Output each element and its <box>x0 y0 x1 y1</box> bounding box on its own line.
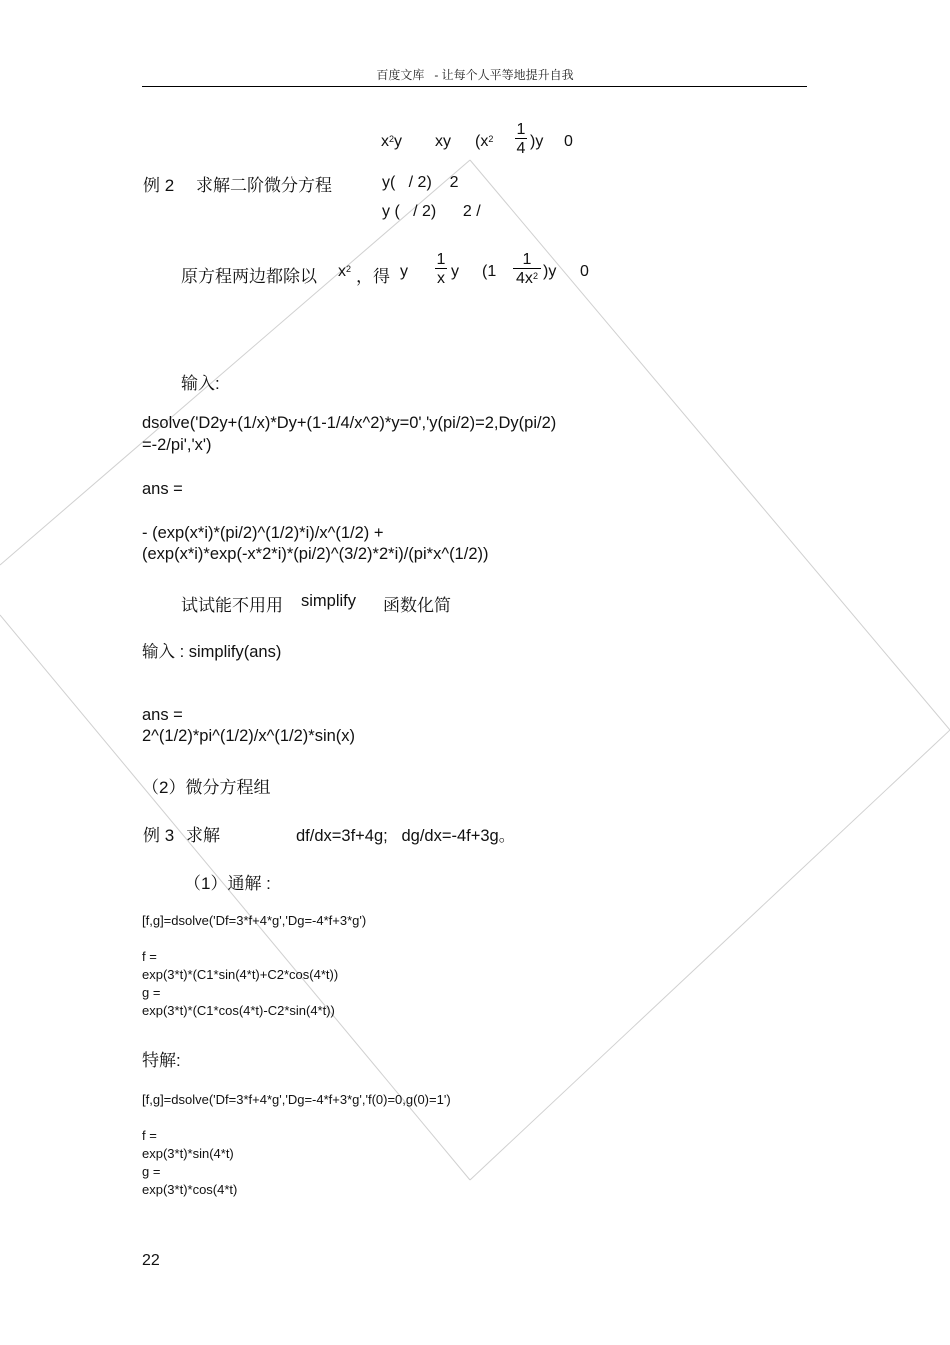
general-g-label: g = <box>142 985 161 1000</box>
transform-zero: 0 <box>580 263 589 280</box>
eq1-fraction: 1 4 <box>516 121 526 157</box>
general-g-value: exp(3*t)*(C1*cos(4*t)-C2*sin(4*t)) <box>142 1003 335 1018</box>
example2-label: 例 2 <box>143 176 175 195</box>
example3-label: 例 3 <box>143 826 175 845</box>
ans1-line2: (exp(x*i)*exp(-x*2*i)*(pi/2)^(3/2)*2*i)/(pi*x^(1/2)) <box>142 545 489 563</box>
particular-g-value: exp(3*t)*cos(4*t) <box>142 1182 238 1197</box>
header-rule <box>142 86 807 87</box>
code-particular: [f,g]=dsolve('Df=3*f+4*g','Dg=-4*f+3*g','f(0)=0,g(0)=1') <box>142 1092 451 1107</box>
transform-y2: y <box>451 263 459 280</box>
header-slogan: - 让每个人平等地提升自我 <box>434 68 574 82</box>
general-f-label: f = <box>142 949 157 964</box>
general-f-value: exp(3*t)*(C1*sin(4*t)+C2*cos(4*t)) <box>142 967 339 982</box>
header-title: 百度文库 <box>376 68 425 82</box>
ans1-line1: - (exp(x*i)*(pi/2)^(1/2)*i)/x^(1/2) + <box>142 524 384 542</box>
eq1-x2y: $x^2y$ <box>381 133 403 150</box>
condition-2: y ( / 2) 2 / <box>382 203 481 220</box>
try-text: 试试能不用用 <box>181 596 283 615</box>
condition-1: y( / 2) 2 <box>382 174 459 191</box>
transform-get: ，得 <box>356 267 390 286</box>
code-general: [f,g]=dsolve('Df=3*f+4*g','Dg=-4*f+3*g') <box>142 913 367 928</box>
example2-task: 求解二阶微分方程 <box>196 176 332 195</box>
input-label: 输入: <box>181 374 220 393</box>
eq1-zero: 0 <box>564 133 573 150</box>
eq1-closing: )y <box>530 133 544 150</box>
particular-f-value: exp(3*t)*sin(4*t) <box>142 1146 234 1161</box>
particular-g-label: g = <box>142 1164 161 1179</box>
code-dsolve-line2: =-2/pi','x') <box>142 436 212 454</box>
try-tail: 函数化简 <box>383 596 451 615</box>
page-number: 22 <box>142 1252 160 1269</box>
transform-close: )y <box>543 263 557 280</box>
eq1-paren: ($x^2$ <box>475 133 494 150</box>
try-func: simplify <box>301 592 357 610</box>
transform-y: y <box>400 263 408 280</box>
input-simplify: 输入 : simplify(ans) <box>142 643 282 661</box>
ans2-value: 2^(1/2)*pi^(1/2)/x^(1/2)*sin(x) <box>142 727 356 745</box>
transform-open: (1 <box>482 263 497 280</box>
general-solution-label: （1）通解 : <box>184 874 271 893</box>
example3-task: 求解 <box>186 826 220 845</box>
particular-solution-label: 特解: <box>142 1051 181 1070</box>
section-2-title: （2）微分方程组 <box>142 778 271 797</box>
page-header <box>0 66 950 83</box>
eq1-xy: xy <box>435 133 451 150</box>
ans1-label: ans = <box>142 480 183 498</box>
transform-fraction-2: 1 $4x^2$ <box>512 251 542 290</box>
example3-equations: df/dx=3f+4g; dg/dx=-4f+3g。 <box>296 827 516 845</box>
transform-lead: 原方程两边都除以 <box>181 267 317 286</box>
transform-x2: $x^2$ <box>338 263 352 280</box>
transform-fraction-1: 1 x <box>436 251 446 287</box>
particular-f-label: f = <box>142 1128 157 1143</box>
code-dsolve-line1: dsolve('D2y+(1/x)*Dy+(1-1/4/x^2)*y=0','y(pi/2)=2,Dy(pi/2) <box>142 414 557 432</box>
ans2-label: ans = <box>142 706 183 724</box>
